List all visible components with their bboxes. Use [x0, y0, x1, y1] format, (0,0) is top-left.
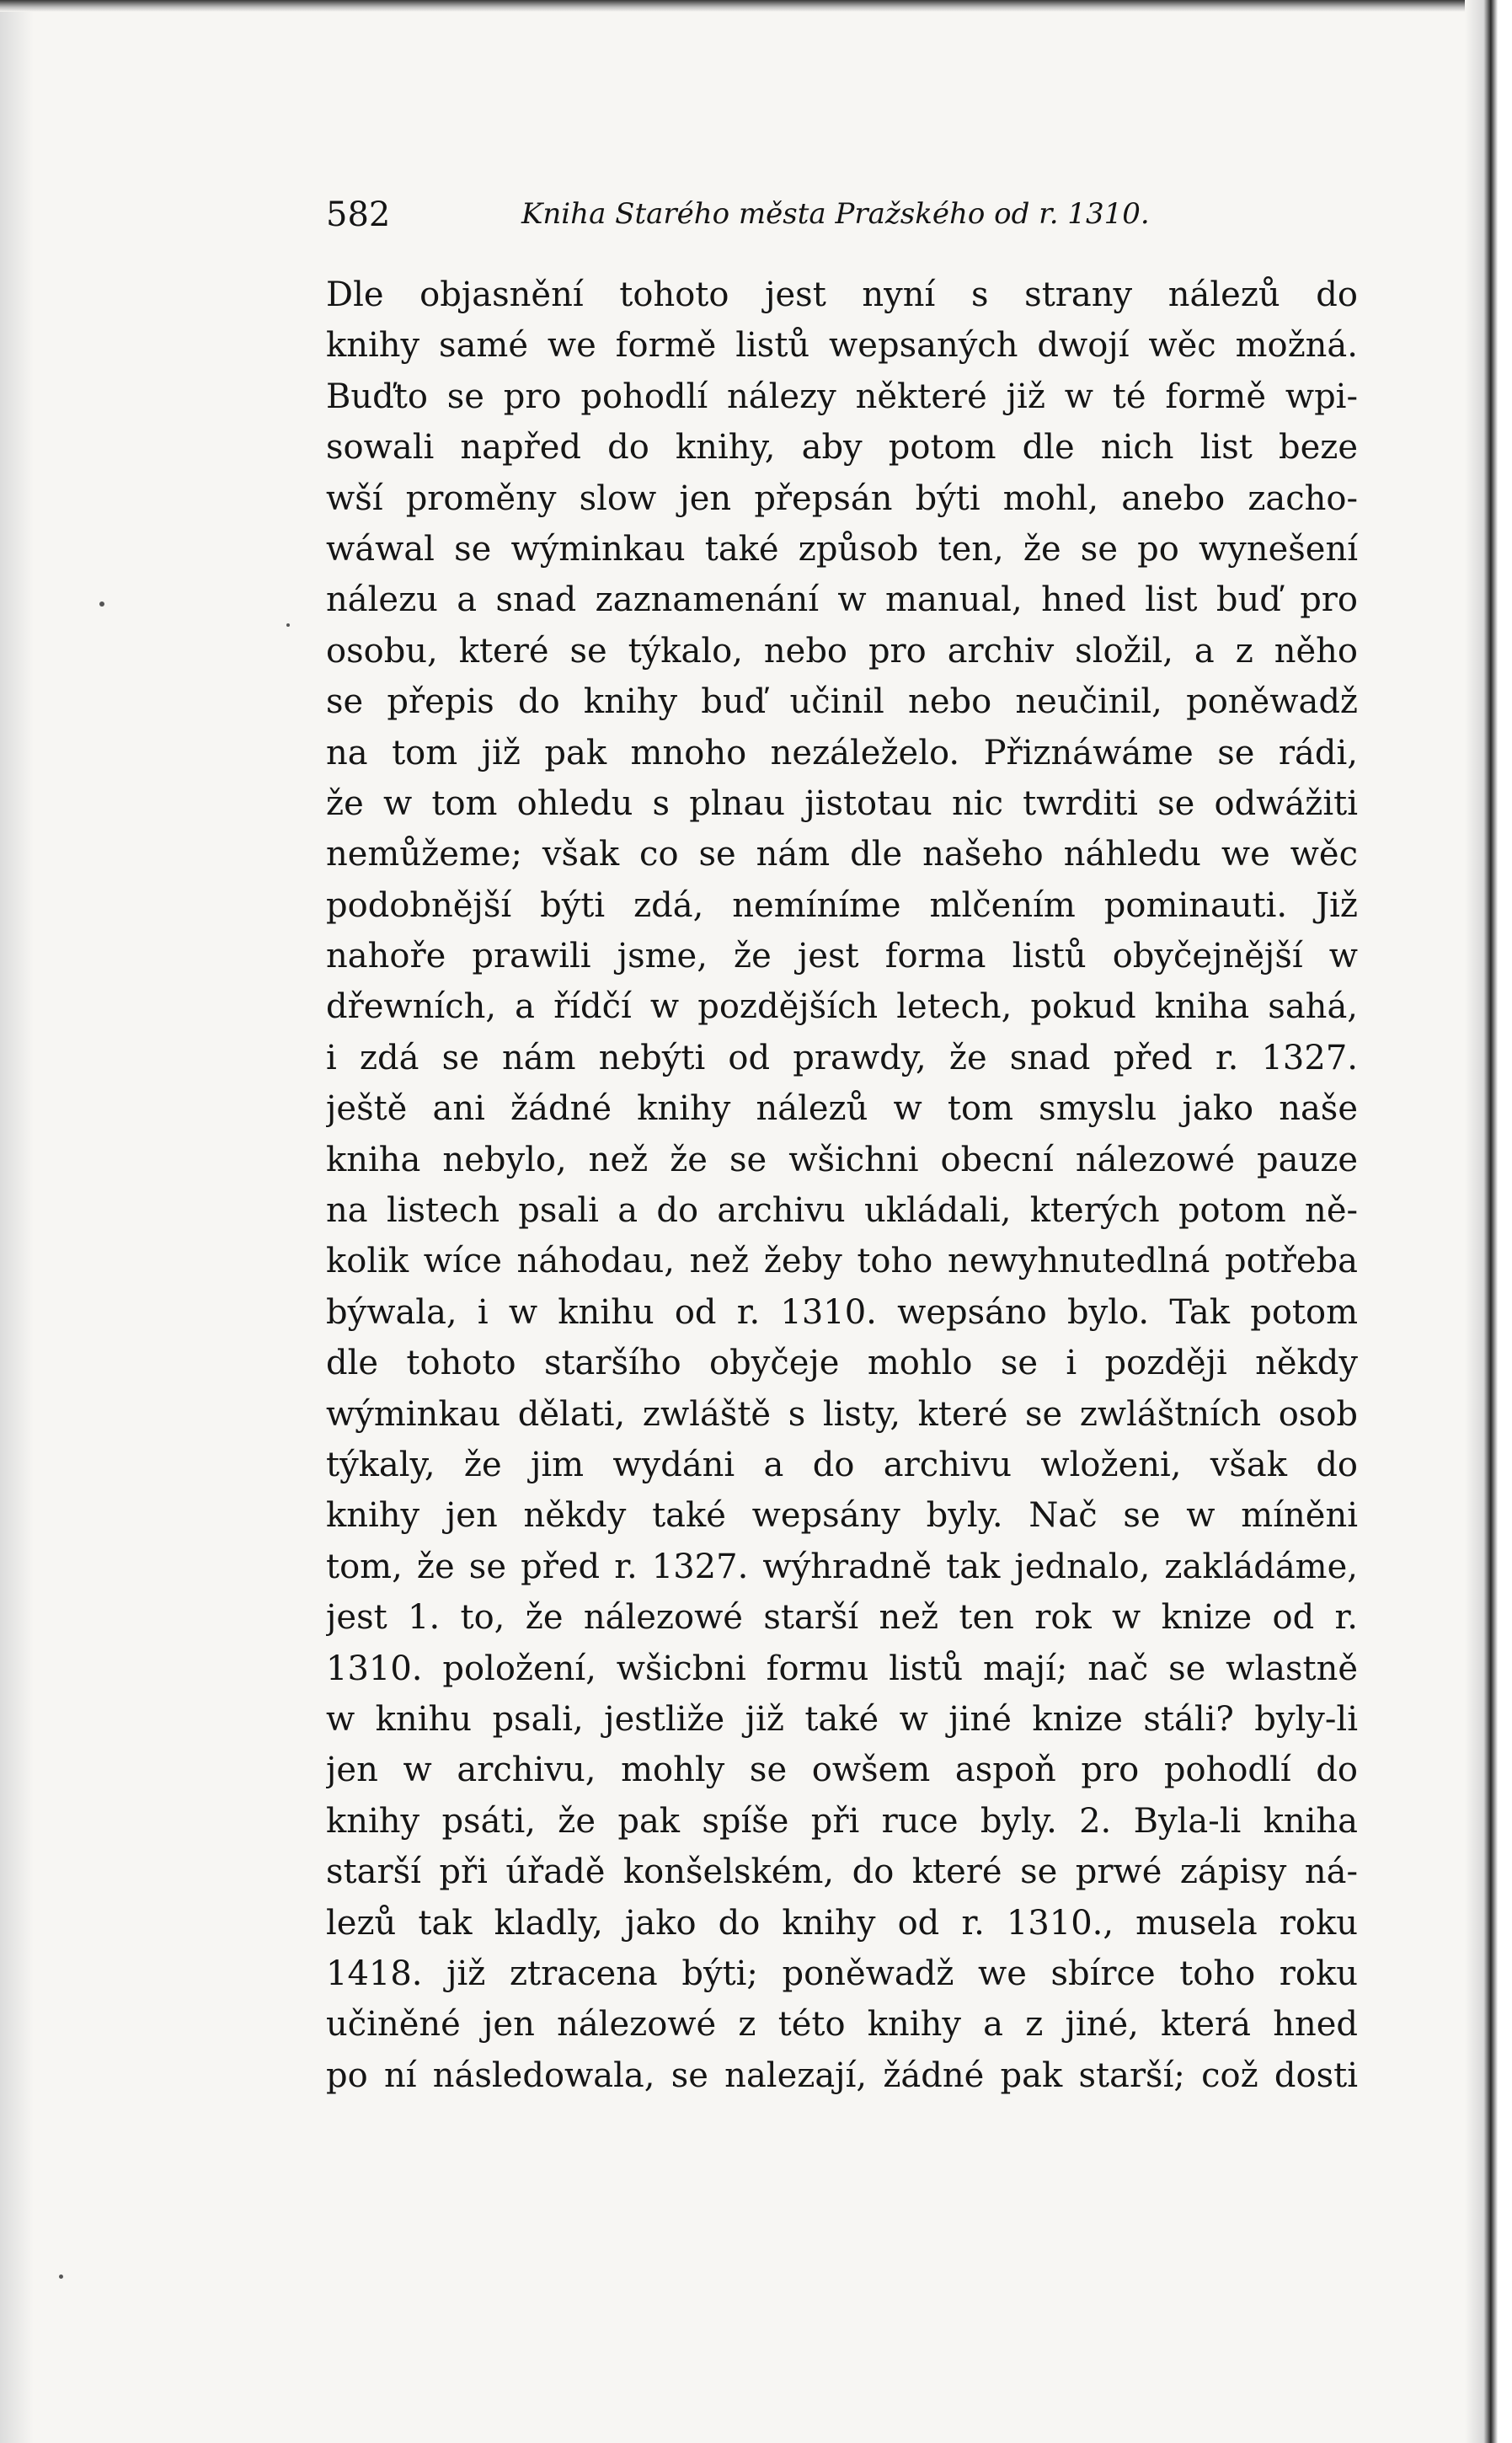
text-line: že w tom ohledu s plnau jistotau nic twrditi se odwážiti: [326, 783, 1358, 823]
page-number: 582: [326, 195, 391, 234]
text-line: po ní následowala, se nalezají, žádné pak starší; což dosti: [326, 2055, 1358, 2095]
scan-speck: [59, 2275, 63, 2279]
page-right-edge: [1465, 0, 1512, 2443]
text-line: podobnější býti zdá, nemíníme mlčením pominauti. Již: [326, 885, 1358, 925]
text-line: wší proměny slow jen přepsán býti mohl, anebo zacho-: [326, 478, 1358, 518]
running-head: [326, 195, 1358, 246]
text-line: jest 1. to, že nálezowé starší než ten rok w knize od r.: [326, 1598, 1358, 1638]
text-line: nahoře prawili jsme, že jest forma listů obyčejnější w: [326, 937, 1358, 976]
page-top-edge: [0, 0, 1512, 12]
text-line: Dle objasnění tohoto jest nyní s strany nálezů do: [326, 275, 1358, 314]
text-line: sowali napřed do knihy, aby potom dle nich list beze: [326, 428, 1358, 468]
text-line: na listech psali a do archivu ukládali, kterých potom ně-: [326, 1191, 1358, 1231]
text-line: wáwal se wýminkau také způsob ten, že se po wynešení: [326, 529, 1358, 569]
text-line: týkaly, že jim wydáni a do archivu wloženi, však do: [326, 1445, 1358, 1484]
text-line: tom, že se před r. 1327. wýhradně tak jednalo, zakládáme,: [326, 1547, 1358, 1586]
text-line: nemůžeme; však co se nám dle našeho náhledu we wěc: [326, 835, 1358, 874]
text-line: i zdá se nám nebýti od prawdy, že snad před r. 1327.: [326, 1038, 1358, 1077]
text-line: se přepis do knihy buď učinil nebo neučinil, poněwadž: [326, 682, 1358, 722]
body-text: [326, 270, 1358, 2101]
running-head-title: Kniha Starého města Pražského od r. 1310.: [521, 197, 1150, 231]
text-line: 1418. již ztracena býti; poněwadž we sbírce toho roku: [326, 1954, 1358, 1993]
page-left-edge: [0, 0, 34, 2443]
text-line: nálezu a snad zaznamenání w manual, hned list buď pro: [326, 580, 1358, 620]
scan-speck: [99, 601, 104, 607]
scan-speck: [286, 623, 290, 627]
text-line: knihy samé we formě listů wepsaných dwojí wěc možná.: [326, 326, 1358, 366]
text-line: na tom již pak mnoho nezáleželo. Přiznáwáme se rádi,: [326, 733, 1358, 772]
text-line: knihy psáti, že pak spíše při ruce byly. 2. Byla-li kniha: [326, 1801, 1358, 1841]
text-line: učiněné jen nálezowé z této knihy a z jiné, která hned: [326, 2005, 1358, 2045]
text-line: dle tohoto staršího obyčeje mohlo se i později někdy: [326, 1344, 1358, 1383]
text-line: wýminkau dělati, zwláště s listy, které se zwláštních osob: [326, 1394, 1358, 1434]
text-line: býwala, i w knihu od r. 1310. wepsáno bylo. Tak potom: [326, 1292, 1358, 1332]
text-line: w knihu psali, jestliže již také w jiné knize stáli? byly-li: [326, 1699, 1358, 1739]
text-line: 1310. položení, wšicbni formu listů mají; nač se wlastně: [326, 1649, 1358, 1688]
text-line: kniha nebylo, než že se wšichni obecní nálezowé pauze: [326, 1140, 1358, 1179]
text-line: osobu, které se týkalo, nebo pro archiv složil, a z něho: [326, 631, 1358, 671]
text-line: dřewních, a řídčí w pozdějších letech, pokud kniha sahá,: [326, 987, 1358, 1027]
text-line: knihy jen někdy také wepsány byly. Nač se w míněni: [326, 1496, 1358, 1536]
text-line: starší při úřadě konšelském, do které se prwé zápisy ná-: [326, 1852, 1358, 1892]
text-line: jen w archivu, mohly se owšem aspoň pro pohodlí do: [326, 1751, 1358, 1790]
text-line: kolik wíce náhodau, než žeby toho newyhnutedlná potřeba: [326, 1242, 1358, 1281]
text-line: Buďto se pro pohodlí nálezy některé již w té formě wpi-: [326, 377, 1358, 416]
text-line: lezů tak kladly, jako do knihy od r. 1310., musela roku: [326, 1903, 1358, 1943]
text-line: ještě ani žádné knihy nálezů w tom smyslu jako naše: [326, 1089, 1358, 1129]
